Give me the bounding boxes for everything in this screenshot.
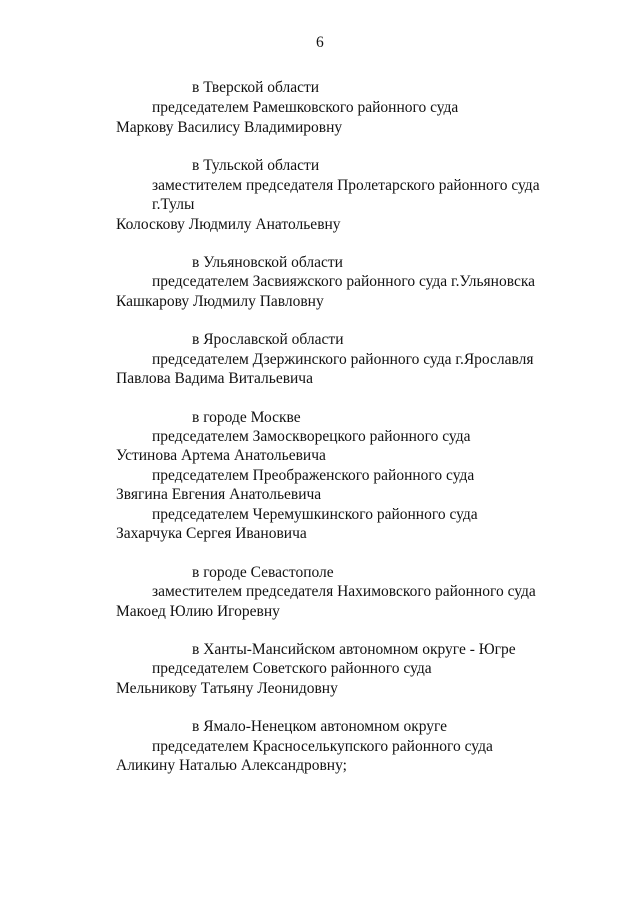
person-name: Макоед Юлию Игоревну: [116, 603, 280, 620]
person-name: Захарчука Сергея Ивановича: [116, 525, 307, 542]
region-heading: в Ульяновской области: [192, 254, 343, 271]
position-line: председателем Засвияжского районного суда г.Ульяновска: [152, 273, 536, 290]
region-heading: в Тульской области: [192, 157, 320, 174]
region-heading: в Ярославской области: [192, 331, 344, 348]
person-name: Звягина Евгения Анатольевича: [116, 486, 322, 503]
region-heading: в городе Москве: [192, 409, 301, 426]
position-line: председателем Преображенского районного суда: [152, 467, 475, 484]
person-name: Павлова Вадима Витальевича: [116, 370, 313, 387]
page-number: 6: [316, 34, 324, 51]
region-heading: в Ханты-Мансийском автономном округе - Югре: [192, 641, 516, 658]
region-heading: в Ямало-Ненецком автономном округе: [192, 718, 448, 735]
person-name: Колоскову Людмилу Анатольевну: [116, 216, 341, 233]
position-line: председателем Советского районного суда: [152, 660, 432, 677]
position-line: заместителем председателя Пролетарского районного суда: [152, 177, 540, 194]
person-name: Устинова Артема Анатольевича: [116, 447, 326, 464]
position-line: г.Тулы: [152, 196, 195, 213]
person-name: Аликину Наталью Александровну;: [116, 757, 347, 774]
position-line: заместителем председателя Нахимовского районного суда: [152, 583, 536, 600]
position-line: председателем Черемушкинского районного суда: [152, 506, 478, 523]
region-heading: в Тверской области: [192, 79, 320, 96]
person-name: Маркову Василису Владимировну: [116, 119, 343, 136]
person-name: Кашкарову Людмилу Павловну: [116, 293, 324, 310]
position-line: председателем Замоскворецкого районного суда: [152, 428, 471, 445]
position-line: председателем Дзержинского районного суда г.Ярославля: [152, 351, 534, 368]
region-heading: в городе Севастополе: [192, 564, 334, 581]
person-name: Мельникову Татьяну Леонидовну: [116, 680, 338, 697]
position-line: председателем Красноселькупского районного суда: [152, 738, 493, 755]
position-line: председателем Рамешковского районного суда: [152, 99, 459, 116]
